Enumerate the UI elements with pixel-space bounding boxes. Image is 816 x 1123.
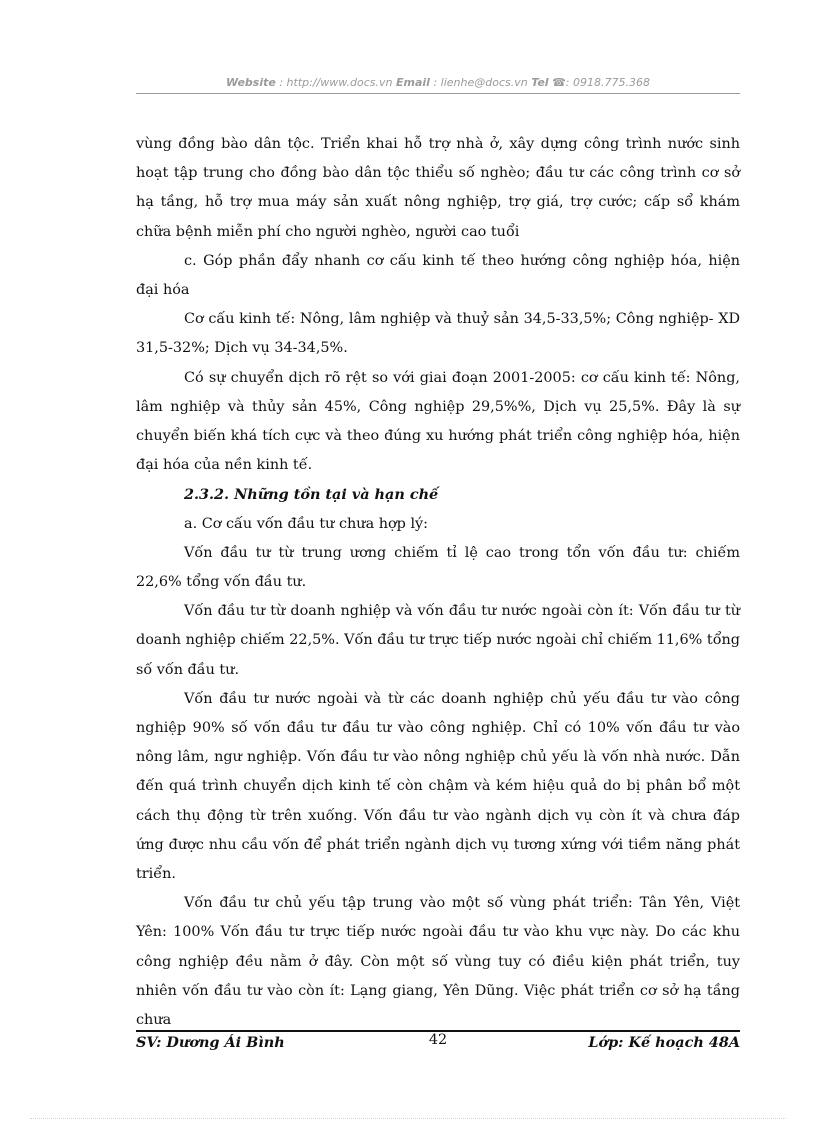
website-label: Website	[226, 76, 276, 89]
page-header	[136, 76, 740, 89]
paragraph: Vốn đầu tư từ doanh nghiệp và vốn đầu tư nước ngoài còn ít: Vốn đầu tư từ doanh nghiệp chiếm 22,5%. Vốn đầu tư trực tiếp nước ngoài chỉ chiếm 11,6% tổng số vốn đầu tư.	[136, 603, 740, 678]
header-rule	[136, 93, 740, 94]
student-name: SV: Dương Ái Bình	[136, 1034, 285, 1051]
subsection-heading: a. Cơ cấu vốn đầu tư chưa hợp lý:	[184, 515, 429, 532]
page-bottom-border	[30, 1118, 786, 1119]
email-value: : lienhe@docs.vn	[433, 76, 528, 89]
class-name: Lớp: Kế hoạch 48A	[588, 1034, 740, 1051]
paragraph: Có sự chuyển dịch rõ rệt so với giai đoạn 2001-2005: cơ cấu kinh tế: Nông, lâm nghiệp và thủy sản 45%, Công nghiệp 29,5%%, Dịch vụ 25,5%. Đây là sự chuyển biến khá tích cực và theo đúng xu hướng phát triển công nghiệp hóa, hiện đại hóa của nền kinh tế.	[136, 369, 740, 474]
paragraph: Cơ cấu kinh tế: Nông, lâm nghiệp và thuỷ sản 34,5-33,5%; Công nghiệp- XD 31,5-32%; Dịch vụ 34-34,5%.	[136, 311, 740, 357]
paragraph: Vốn đầu tư từ trung ương chiếm tỉ lệ cao trong tổn vốn đầu tư: chiếm 22,6% tổng vốn đầu tư.	[136, 544, 740, 591]
page-number: 42	[428, 1032, 448, 1048]
paragraph: Vốn đầu tư chủ yếu tập trung vào một số vùng phát triển: Tân Yên, Việt Yên: 100% Vốn đầu tư trực tiếp nước ngoài đầu tư vào khu vực này. Do các khu công nghiệp đều nằm ở đây. Còn một số vùng tuy có điều kiện phát triển, tuy nhiên vốn đầu tư vào còn ít: Lạng giang, Yên Dũng. Việc phát triển cơ sở hạ tầng chưa	[136, 895, 740, 1029]
paragraph: vùng đồng bào dân tộc. Triển khai hỗ trợ nhà ở, xây dựng công trình nước sinh hoạt tập trung cho đồng bào dân tộc thiểu số nghèo; đầu tư các công trình cơ sở hạ tầng, hỗ trợ mua máy sản xuất nông nghiệp, trợ giá, trợ cước; cấp sổ khám chữa bệnh miễn phí cho người nghèo, người cao tuổi	[136, 136, 740, 240]
website-value: : http://www.docs.vn	[279, 76, 393, 89]
document-body	[136, 130, 740, 1035]
paragraph: Vốn đầu tư nước ngoài và từ các doanh nghiệp chủ yếu đầu tư vào công nghiệp 90% số vốn đầu tư đầu tư vào công nghiệp. Chỉ có 10% vốn đầu tư vào nông lâm, ngư nghiệp. Vốn đầu tư vào nông nghiệp chủ yếu là vốn nhà nước. Dẫn đến quá trình chuyển dịch kinh tế còn chậm và kém hiệu quả do bị phân bổ một cách thụ động từ trên xuống. Vốn đầu tư vào ngành dịch vụ còn ít và chưa đáp ứng được nhu cầu vốn để phát triển ngành dịch vụ tương xứng với tiềm năng phát triển.	[136, 690, 740, 883]
section-heading: 2.3.2. Những tồn tại và hạn chế	[184, 486, 439, 504]
email-label: Email	[396, 76, 430, 89]
tel-label: Tel	[531, 76, 549, 89]
phone-icon: ☎	[552, 76, 566, 89]
page-footer	[136, 1034, 740, 1056]
section-c-heading: c. Góp phần đẩy nhanh cơ cấu kinh tế theo hướng công nghiệp hóa, hiện đại hóa	[136, 252, 740, 299]
tel-value: : 0918.775.368	[565, 76, 650, 89]
